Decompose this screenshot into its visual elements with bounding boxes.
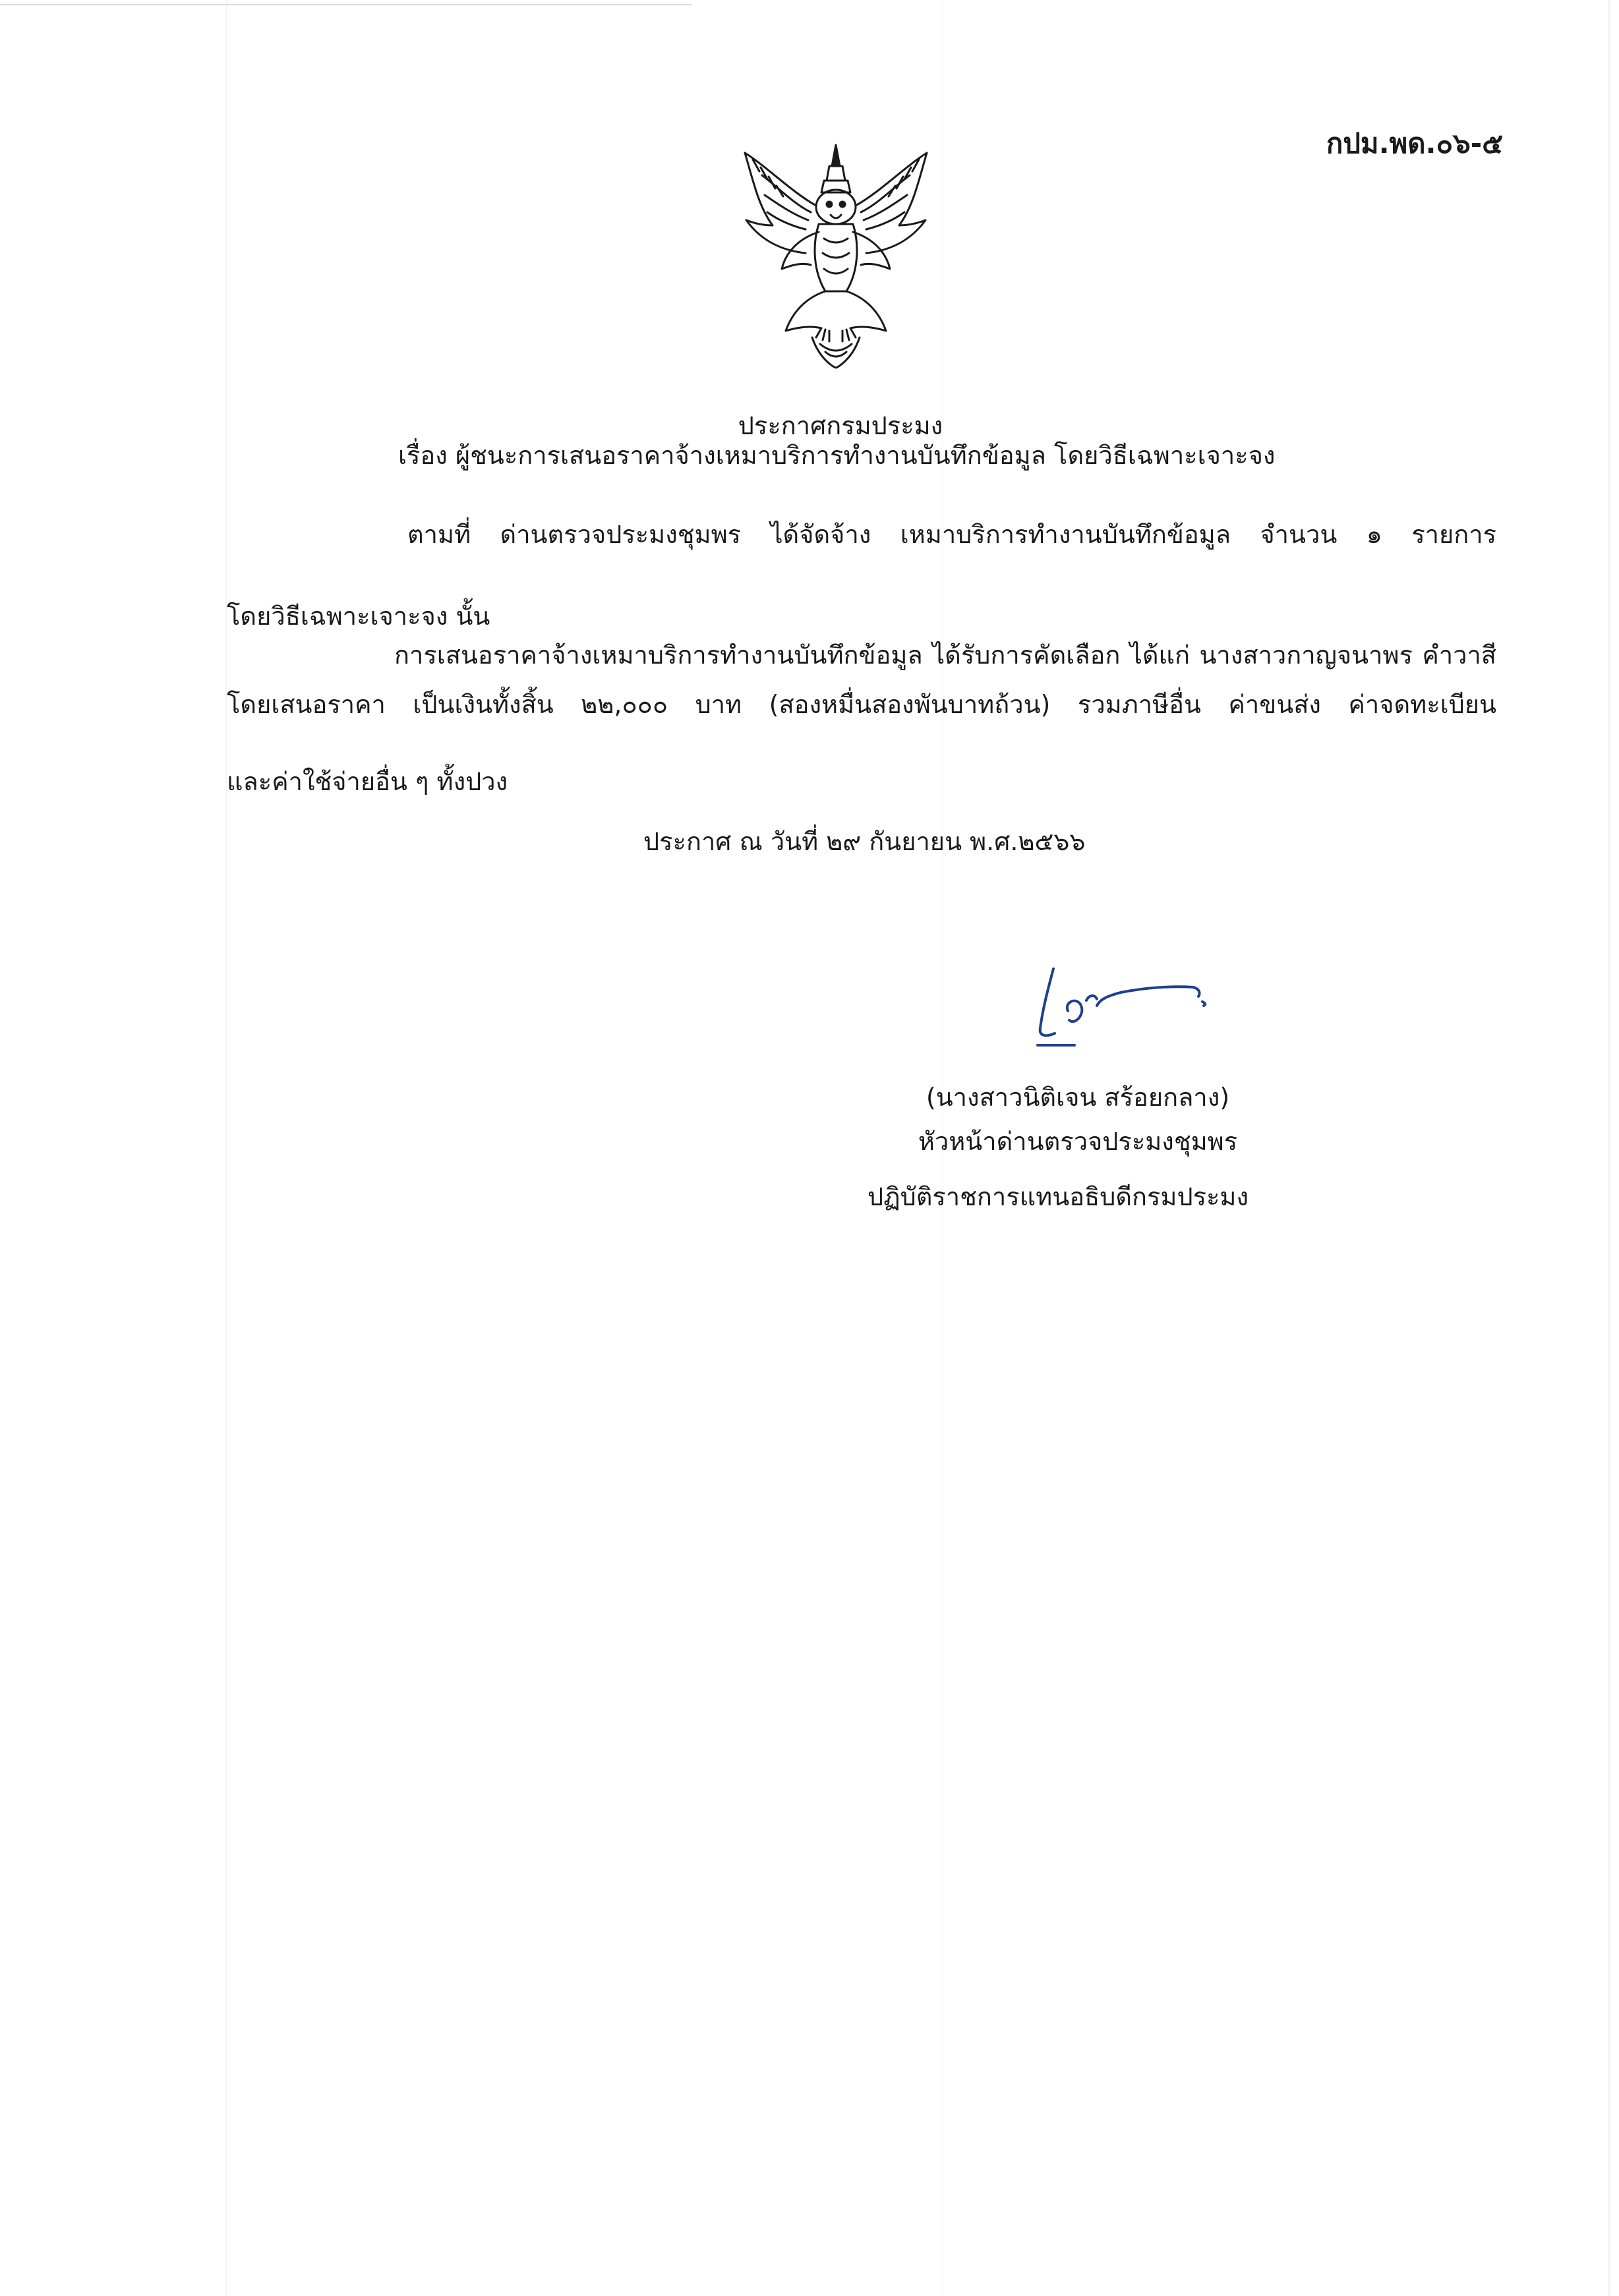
paragraph-2-line-2: โดยเสนอราคา เป็นเงินทั้งสิ้น ๒๒,๐๐๐ บาท (สองหมื่นสองพันบาทถ้วน) รวมภาษีอื่น ค่าขนส่ง ค่าจดทะเบียน [227,690,1496,719]
scan-edge-right [1608,0,1610,2296]
handwritten-signature-icon [1028,962,1226,1061]
paragraph-1-line-2: โดยวิธีเฉพาะเจาะจง นั้น [227,602,490,631]
announcement-title: ประกาศกรมประมง [738,411,943,440]
signatory-name: (นางสาวนิติเจน สร้อยกลาง) [926,1083,1230,1112]
scan-edge-top [0,0,692,5]
garuda-emblem-icon [733,140,939,370]
document-code: กปม.พด.๐๖-๕ [1326,127,1503,159]
paragraph-2-line-3: และค่าใช้จ่ายอื่น ๆ ทั้งปวง [227,767,508,796]
signatory-position: หัวหน้าด่านตรวจประมงชุมพร [918,1127,1238,1156]
paragraph-2-line-1: การเสนอราคาจ้างเหมาบริการทำงานบันทึกข้อมูล ได้รับการคัดเลือก ได้แก่ นางสาวกาญจนาพร คำวาสี [394,641,1496,670]
announcement-subject: เรื่อง ผู้ชนะการเสนอราคาจ้างเหมาบริการทำงานบันทึกข้อมูล โดยวิธีเฉพาะเจาะจง [398,441,1276,470]
paragraph-1-line-1: ตามที่ ด่านตรวจประมงชุมพร ได้จัดจ้าง เหมาบริการทำงานบันทึกข้อมูล จำนวน ๑ รายการ [407,520,1496,549]
scan-edge-left [226,0,227,2296]
announcement-date: ประกาศ ณ วันที่ ๒๙ กันยายน พ.ศ.๒๕๖๖ [643,827,1086,856]
signatory-acting-role: ปฏิบัติราชการแทนอธิบดีกรมประมง [867,1182,1249,1211]
